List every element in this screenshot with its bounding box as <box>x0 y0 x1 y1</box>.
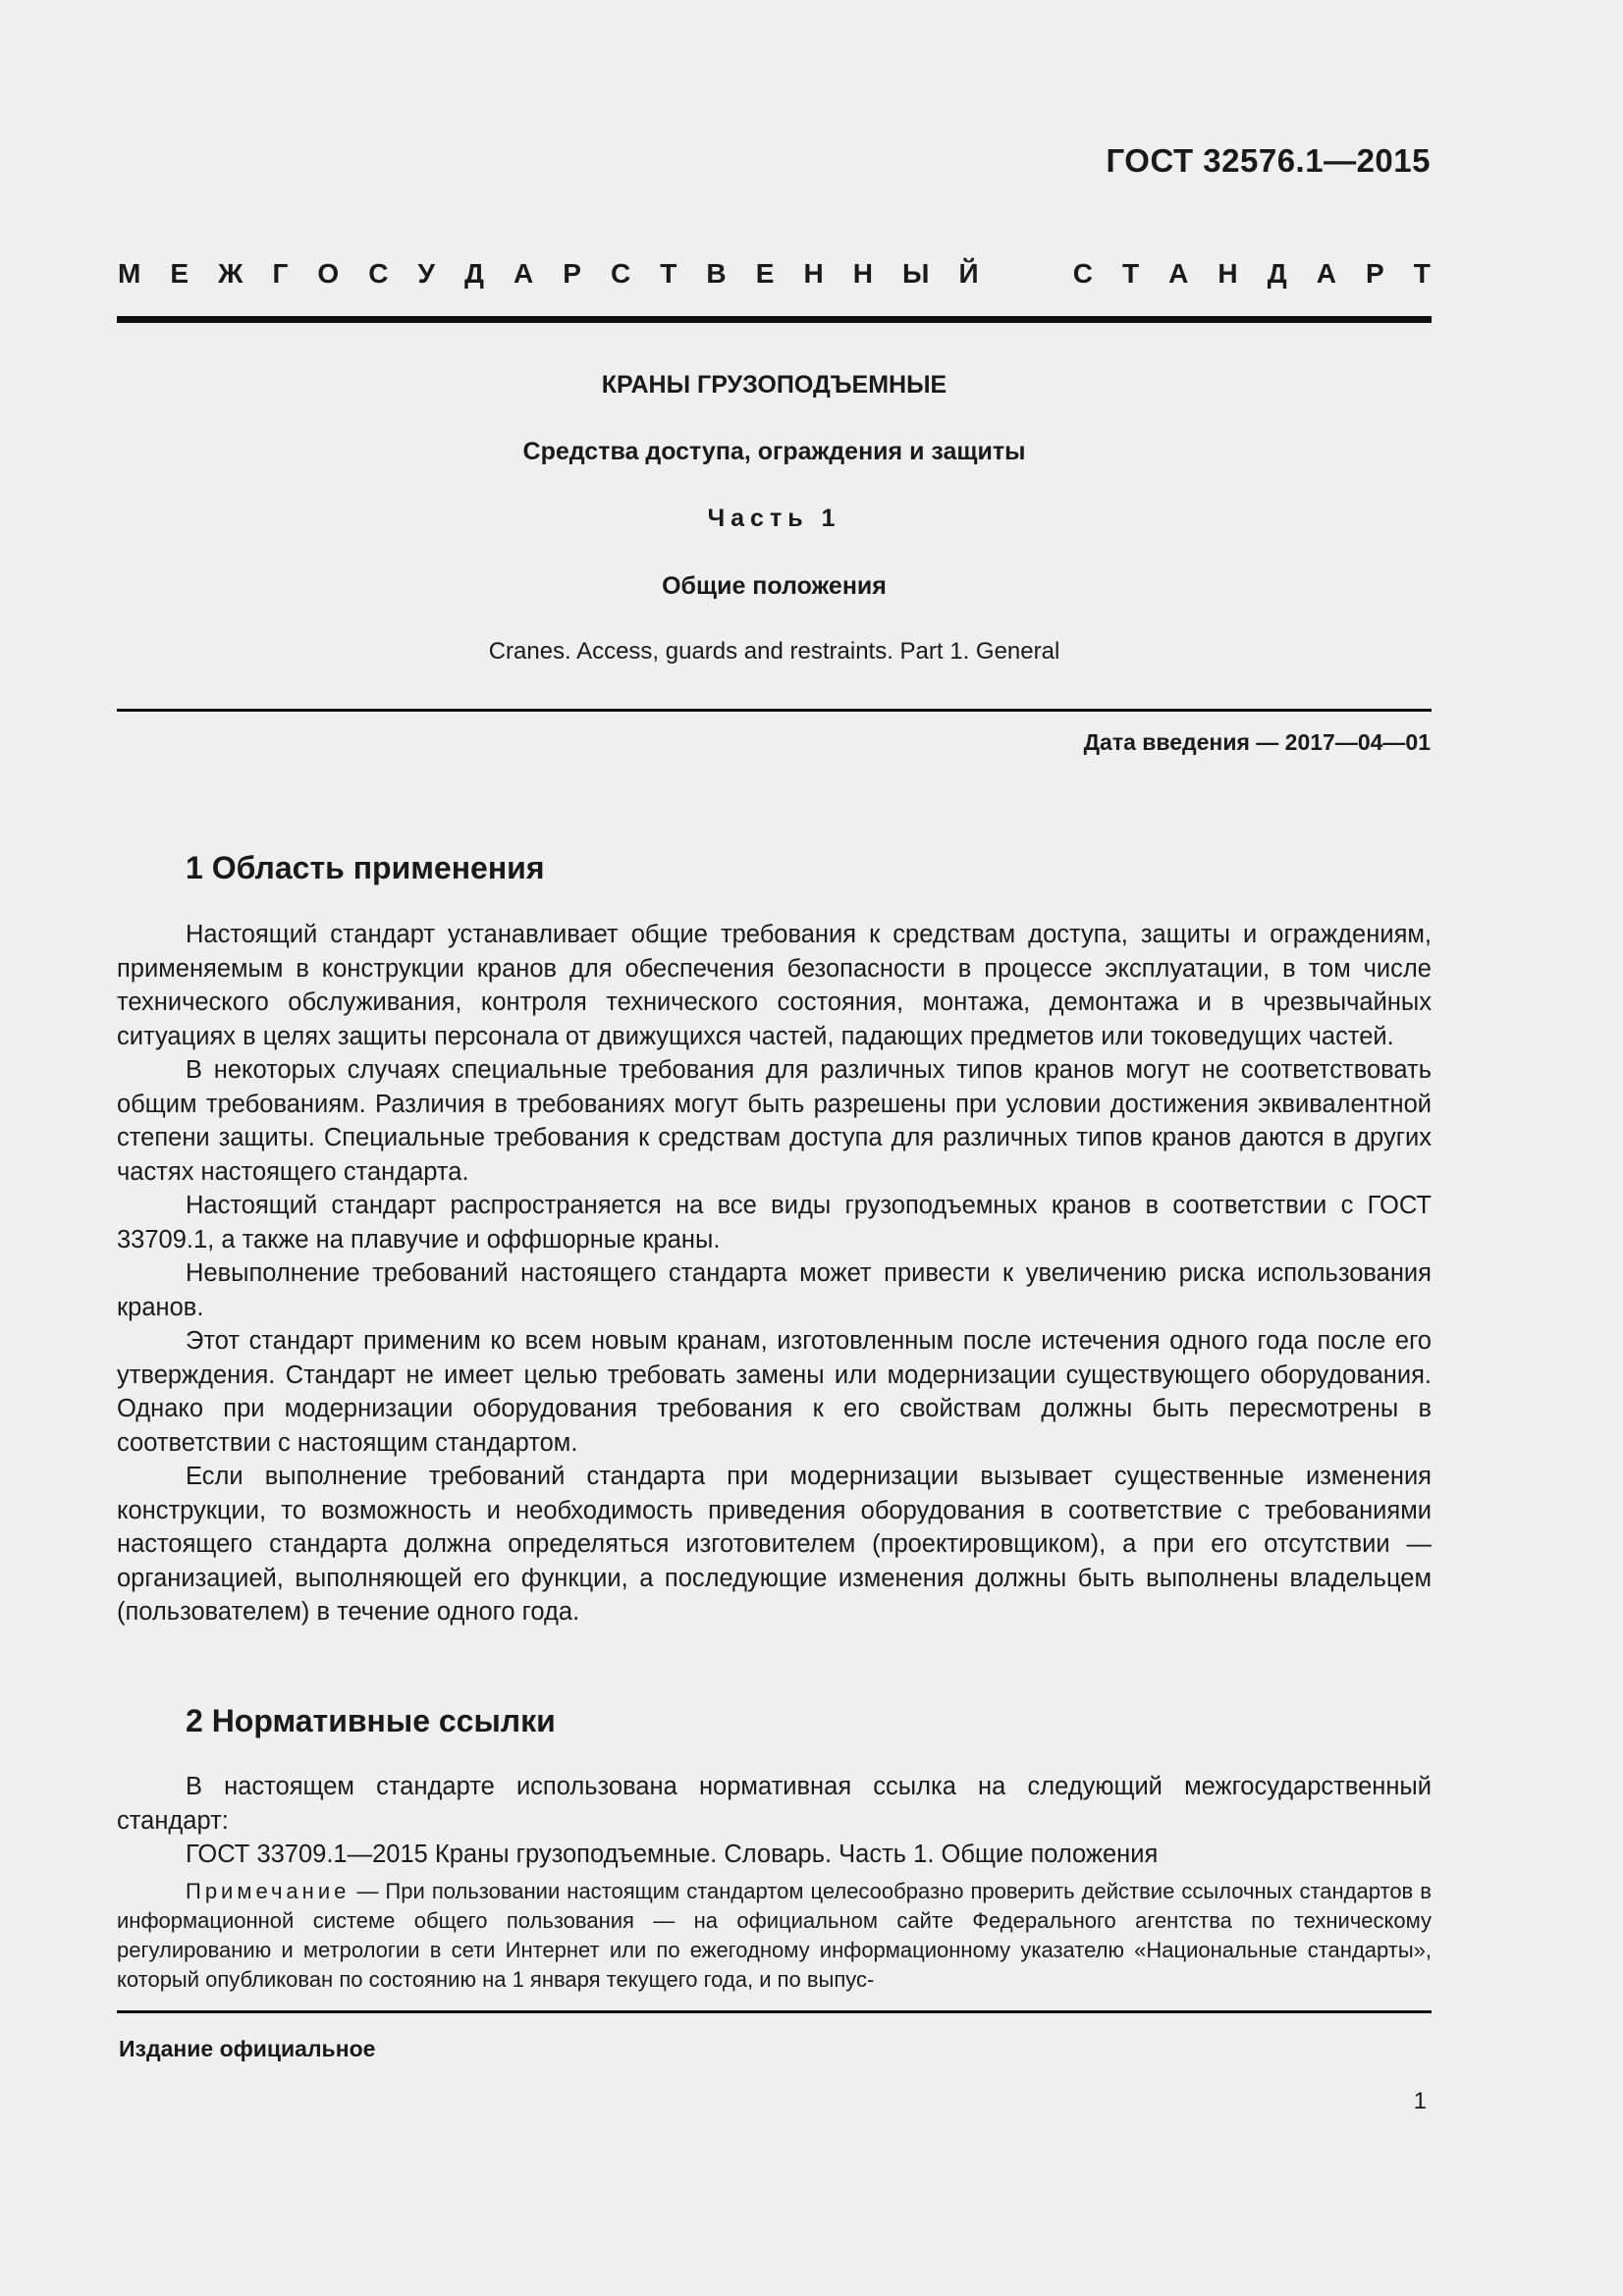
standard-type-letter: Т <box>1413 258 1431 289</box>
section-body <box>117 918 1432 1629</box>
standard-type-letter: Т <box>1121 258 1140 289</box>
paragraph: В настоящем стандарте использована нормативная ссылка на следующий межгосударственный стандарт: <box>117 1773 1432 1835</box>
standard-type-letter: Д <box>463 258 484 289</box>
standard-type-letter: А <box>513 258 534 289</box>
paragraph: В некоторых случаях специальные требования для различных типов кранов могут не соответствовать общим требованиям. Различия в требованиях могут быть разрешены при условии достижения эквивалентной степени защиты. Специальные требования к средствам доступа для различных типов кранов даются в других частях настоящего стандарта. <box>117 1056 1432 1186</box>
document-part-title: Общие положения <box>662 572 887 600</box>
standard-type-letter: Г <box>272 258 289 289</box>
standard-type-letter: С <box>610 258 631 289</box>
note-label: Примечание <box>186 1879 351 1903</box>
standard-type-letter: Р <box>563 258 581 289</box>
section-heading: 2 Нормативные ссылки <box>186 1703 556 1738</box>
title-divider <box>117 709 1432 712</box>
word-gap <box>1008 258 1044 290</box>
page-number: 1 <box>1413 2088 1427 2114</box>
introduction-date: Дата введения — 2017—04—01 <box>1083 729 1431 755</box>
standard-type-letter: Р <box>1365 258 1384 289</box>
standard-type-letter: Ж <box>218 258 243 289</box>
paragraph: Невыполнение требований настоящего стандарта может привести к увеличению риска использования кранов. <box>117 1259 1432 1321</box>
standard-type-letter: Т <box>660 258 677 289</box>
standard-type-letter: Н <box>803 258 824 289</box>
footer-divider <box>117 2010 1432 2013</box>
standard-type-letter: Д <box>1267 258 1287 289</box>
english-title: Cranes. Access, guards and restraints. Part 1. General <box>488 638 1060 665</box>
paragraph: Настоящий стандарт устанавливает общие требования к средствам доступа, защиты и ограждениям, применяемым в конструкции кранов для обеспечения безопасности в процессе эксплуатации, в том числе технического обслуживания, контроля технического состояния, монтажа, демонтажа и в чрезвычайных ситуациях в целях защиты персонала от движущихся частей, падающих предметов или токоведущих частей. <box>117 921 1432 1050</box>
standard-type-letter: С <box>368 258 389 289</box>
standard-type-heading <box>118 258 1431 290</box>
standard-type-letter: М <box>118 258 141 289</box>
header-divider <box>117 316 1432 323</box>
paragraph: Настоящий стандарт распространяется на все виды грузоподъемных кранов в соответствии с ГОСТ 33709.1, а также на плавучие и оффшорные краны. <box>117 1192 1432 1254</box>
standard-type-letter: У <box>417 258 435 289</box>
standard-type-letter: Й <box>958 258 979 289</box>
document-number: ГОСТ 32576.1—2015 <box>1106 142 1431 179</box>
document-part: Часть 1 <box>707 505 841 532</box>
standard-type-letter: Е <box>755 258 775 289</box>
standard-type-letter: В <box>706 258 727 289</box>
edition-label: Издание официальное <box>119 2036 376 2061</box>
standard-type-letter: Н <box>1217 258 1238 289</box>
section-heading: 1 Область применения <box>186 850 545 885</box>
normative-reference: ГОСТ 33709.1—2015 Краны грузоподъемные. Словарь. Часть 1. Общие положения <box>186 1841 1159 1868</box>
standard-type-letter: Ы <box>902 258 930 289</box>
standard-type-letter: А <box>1316 258 1336 289</box>
standard-type-letter: О <box>317 258 340 289</box>
standard-type-letter: Н <box>852 258 873 289</box>
note-text: — При пользовании настоящим стандартом целесообразно проверить действие ссылочных стандартов в информационной системе общего пользования — на официальном сайте Федерального агентства по техническому регулированию и метрологии в сети Интернет или по ежегодному информационному указателю «Национальные стандарты», который опубликован по состоянию на 1 января текущего года, и по выпус- <box>117 1879 1432 1992</box>
note <box>117 1877 1432 1995</box>
document-subtitle: Средства доступа, ограждения и защиты <box>522 438 1026 465</box>
standard-type-letter: Е <box>170 258 189 289</box>
standard-type-letter: А <box>1168 258 1189 289</box>
section-body <box>117 1770 1432 1872</box>
paragraph: Если выполнение требований стандарта при модернизации вызывает существенные изменения конструкции, то возможность и необходимость приведения оборудования в соответствие с требованиями настоящего стандарта должна определяться изготовителем (проектировщиком), а при его отсутствии — организацией, выполняющей его функции, а последующие изменения должны быть выполнены владельцем (пользователем) в течение одного года. <box>117 1463 1432 1626</box>
standard-type-letter: С <box>1072 258 1093 289</box>
document-title: КРАНЫ ГРУЗОПОДЪЕМНЫЕ <box>601 371 947 399</box>
paragraph: Этот стандарт применим ко всем новым кранам, изготовленным после истечения одного года после его утверждения. Стандарт не имеет целью требовать замены или модернизации существующего оборудования. Однако при модернизации оборудования требования к его свойствам должны быть пересмотрены в соответствии с настоящим стандартом. <box>117 1327 1432 1457</box>
